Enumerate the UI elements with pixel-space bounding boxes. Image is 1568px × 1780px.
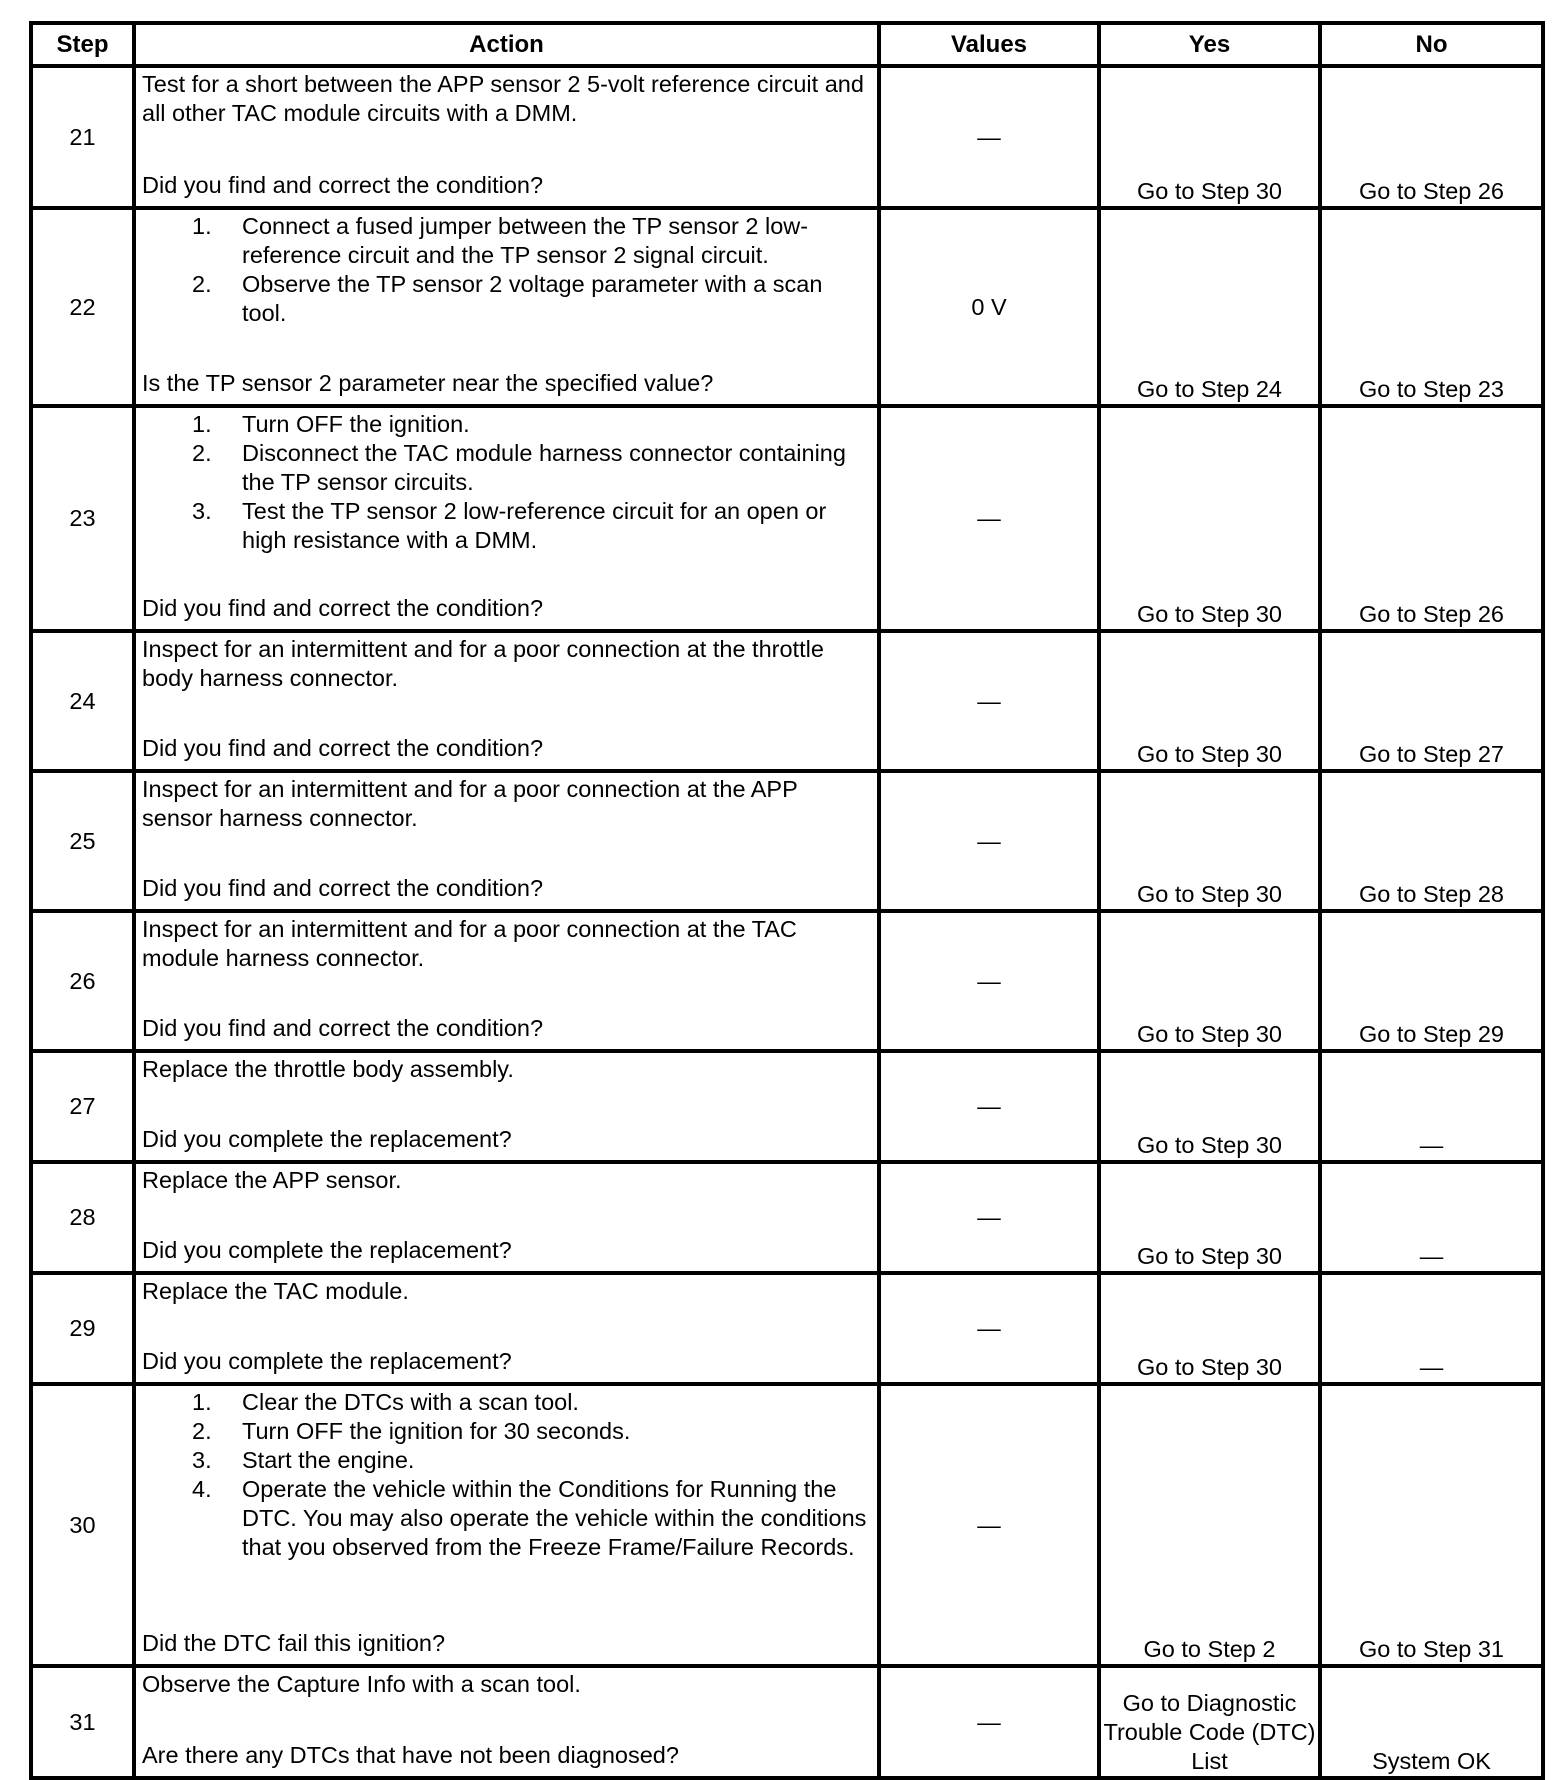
table-row: [31, 1162, 1543, 1273]
list-item-text: Turn OFF the ignition.: [242, 411, 470, 437]
no-cell: Go to Step 31: [1320, 1384, 1543, 1666]
value-cell: —: [879, 1162, 1099, 1273]
list-item-text: Operate the vehicle within the Conditions for Running the DTC. You may also operate the vehicle within the conditions that you observed from the Freeze Frame/Failure Records.: [242, 1476, 867, 1560]
action-question: Did you complete the replacement?: [142, 1237, 512, 1263]
list-item-number: 1.: [192, 213, 212, 239]
list-item: [142, 1388, 873, 1417]
action-question: Are there any DTCs that have not been diagnosed?: [142, 1742, 679, 1768]
action-cell: [134, 1273, 879, 1384]
no-cell: Go to Step 23: [1320, 208, 1543, 406]
action-question: Did you find and correct the condition?: [142, 875, 544, 901]
value-cell: —: [879, 406, 1099, 631]
yes-cell: Go to Step 30: [1099, 771, 1320, 911]
action-cell: [134, 208, 879, 406]
table-row: [31, 1384, 1543, 1666]
action-question: Is the TP sensor 2 parameter near the specified value?: [142, 370, 714, 396]
table-row: [31, 911, 1543, 1051]
action-cell: [134, 911, 879, 1051]
list-item-number: 2.: [192, 271, 212, 297]
action-cell: [134, 66, 879, 208]
list-item: [142, 439, 873, 497]
yes-cell: Go to Step 2: [1099, 1384, 1320, 1666]
table-row: [31, 1273, 1543, 1384]
action-cell: [134, 406, 879, 631]
step-number: 28: [31, 1162, 134, 1273]
step-number: 23: [31, 406, 134, 631]
step-number: 24: [31, 631, 134, 771]
action-cell: [134, 1666, 879, 1778]
list-item: [142, 1475, 873, 1562]
table-row: [31, 1666, 1543, 1778]
action-text: Replace the APP sensor.: [142, 1167, 402, 1193]
yes-cell: Go to Step 30: [1099, 1051, 1320, 1162]
action-cell: [134, 1162, 879, 1273]
yes-cell: Go to Step 24: [1099, 208, 1320, 406]
list-item-number: 1.: [192, 1389, 212, 1415]
step-number: 22: [31, 208, 134, 406]
value-cell: —: [879, 1273, 1099, 1384]
list-item-text: Test the TP sensor 2 low-reference circuit for an open or high resistance with a DMM.: [242, 498, 827, 553]
list-item-text: Start the engine.: [242, 1447, 415, 1473]
step-number: 31: [31, 1666, 134, 1778]
list-item-number: 2.: [192, 1418, 212, 1444]
value-cell: —: [879, 771, 1099, 911]
diagnostic-table: [29, 21, 1545, 1780]
list-item-text: Observe the TP sensor 2 voltage parameter with a scan tool.: [242, 271, 823, 326]
header-values: Values: [879, 23, 1099, 66]
action-question: Did you find and correct the condition?: [142, 172, 544, 198]
yes-cell: Go to Diagnostic Trouble Code (DTC) List: [1099, 1666, 1320, 1778]
header-row: [31, 23, 1543, 66]
action-question: Did you find and correct the condition?: [142, 1015, 544, 1041]
action-cell: [134, 1384, 879, 1666]
list-item: [142, 497, 873, 555]
list-item-text: Disconnect the TAC module harness connector containing the TP sensor circuits.: [242, 440, 846, 495]
step-number: 21: [31, 66, 134, 208]
action-question: Did you complete the replacement?: [142, 1126, 512, 1152]
list-item-text: Turn OFF the ignition for 30 seconds.: [242, 1418, 631, 1444]
action-cell: [134, 631, 879, 771]
no-cell: Go to Step 26: [1320, 66, 1543, 208]
yes-cell: Go to Step 30: [1099, 911, 1320, 1051]
action-steps-list: [142, 410, 873, 555]
no-cell: —: [1320, 1273, 1543, 1384]
step-number: 30: [31, 1384, 134, 1666]
step-number: 25: [31, 771, 134, 911]
action-question: Did you find and correct the condition?: [142, 735, 544, 761]
no-cell: System OK: [1320, 1666, 1543, 1778]
no-cell: Go to Step 27: [1320, 631, 1543, 771]
list-item: [142, 1446, 873, 1475]
action-question: Did you find and correct the condition?: [142, 595, 544, 621]
list-item: [142, 212, 873, 270]
value-cell: 0 V: [879, 208, 1099, 406]
header-action: Action: [134, 23, 879, 66]
action-cell: [134, 771, 879, 911]
action-cell: [134, 1051, 879, 1162]
step-number: 29: [31, 1273, 134, 1384]
table-row: [31, 406, 1543, 631]
value-cell: —: [879, 66, 1099, 208]
value-cell: —: [879, 1051, 1099, 1162]
action-text: Inspect for an intermittent and for a poor connection at the APP sensor harness connector.: [142, 776, 798, 831]
header-step: Step: [31, 23, 134, 66]
no-cell: —: [1320, 1051, 1543, 1162]
list-item-text: Connect a fused jumper between the TP sensor 2 low-reference circuit and the TP sensor 2 signal circuit.: [242, 213, 809, 268]
yes-cell: Go to Step 30: [1099, 1162, 1320, 1273]
action-text: Inspect for an intermittent and for a poor connection at the TAC module harness connector.: [142, 916, 797, 971]
step-number: 27: [31, 1051, 134, 1162]
no-cell: —: [1320, 1162, 1543, 1273]
list-item-number: 3.: [192, 1447, 212, 1473]
list-item-text: Clear the DTCs with a scan tool.: [242, 1389, 579, 1415]
header-no: No: [1320, 23, 1543, 66]
value-cell: —: [879, 1666, 1099, 1778]
list-item-number: 1.: [192, 411, 212, 437]
action-question: Did you complete the replacement?: [142, 1348, 512, 1374]
header-yes: Yes: [1099, 23, 1320, 66]
yes-cell: Go to Step 30: [1099, 631, 1320, 771]
list-item: [142, 410, 873, 439]
list-item: [142, 1417, 873, 1446]
table-row: [31, 1051, 1543, 1162]
action-text: Observe the Capture Info with a scan tool.: [142, 1671, 581, 1697]
action-steps-list: [142, 212, 873, 328]
action-steps-list: [142, 1388, 873, 1562]
action-text: Replace the TAC module.: [142, 1278, 409, 1304]
table-row: [31, 771, 1543, 911]
list-item-number: 3.: [192, 498, 212, 524]
no-cell: Go to Step 28: [1320, 771, 1543, 911]
value-cell: —: [879, 911, 1099, 1051]
yes-cell: Go to Step 30: [1099, 66, 1320, 208]
table-row: [31, 66, 1543, 208]
no-cell: Go to Step 26: [1320, 406, 1543, 631]
table-row: [31, 208, 1543, 406]
value-cell: —: [879, 631, 1099, 771]
no-cell: Go to Step 29: [1320, 911, 1543, 1051]
action-text: Test for a short between the APP sensor 2 5-volt reference circuit and all other TAC module circuits with a DMM.: [142, 71, 864, 126]
action-text: Inspect for an intermittent and for a poor connection at the throttle body harness connector.: [142, 636, 824, 691]
list-item-number: 2.: [192, 440, 212, 466]
step-number: 26: [31, 911, 134, 1051]
yes-cell: Go to Step 30: [1099, 1273, 1320, 1384]
action-question: Did the DTC fail this ignition?: [142, 1630, 446, 1656]
list-item: [142, 270, 873, 328]
list-item-number: 4.: [192, 1476, 212, 1502]
yes-cell: Go to Step 30: [1099, 406, 1320, 631]
table-row: [31, 631, 1543, 771]
action-text: Replace the throttle body assembly.: [142, 1056, 514, 1082]
value-cell: —: [879, 1384, 1099, 1666]
